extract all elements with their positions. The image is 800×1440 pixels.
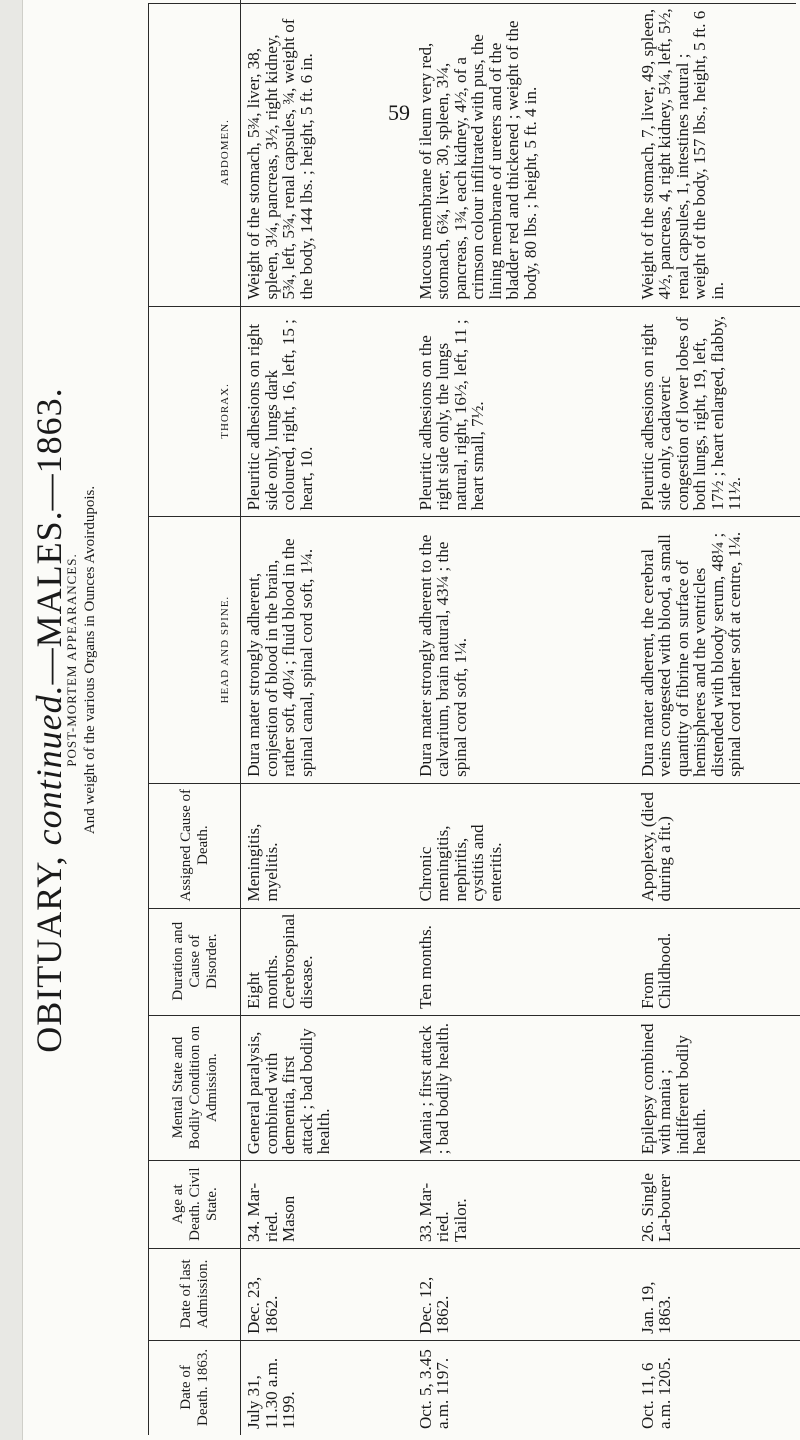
cell-mental-state: Mania ; first attack ; bad bodily health.	[413, 1015, 635, 1160]
page-heading: OBITUARY, continued.—MALES.—1863.	[29, 387, 69, 1053]
cell-duration: Ten months.	[413, 908, 635, 1015]
cell-duration: Eight months. Cerebrospinal disease.	[241, 908, 413, 1015]
cell-date-of-death: Oct. 5, 3.45 a.m. 1197.	[415, 1349, 452, 1429]
col-thorax: THORAX.	[148, 306, 241, 517]
cell-age: 34. Mar-ried. Mason	[241, 1161, 413, 1249]
table-row	[635, 0, 800, 1435]
cell-thorax: Pleuritic adhesions on right side only, cadaveric congestion of lower lobes of both lungs, right, 19, left, 17½ ; heart enlarged, flabby, 11½.	[635, 306, 800, 517]
cell-date-admission: Jan. 19, 1863.	[635, 1249, 800, 1341]
cell-abdomen: Mucous membrane of ileum very red, stomach, 6¾, liver, 30, spleen, 3¼, pancreas, 1¾, each kidney, 4½, of a crimson colour infiltrated with pus, the lining membrane of ureters and of the bladder red and thickened ; weight of the body, 80 lbs. ; height, 5 ft. 4 in.	[413, 0, 635, 306]
col-date-admission: Date of last Admission.	[148, 1249, 241, 1341]
cell-cause: Chronic meningitis, nephritis, cystitis and enteritis.	[413, 783, 635, 908]
col-mental-state: Mental State and Bodily Condition on Admission.	[148, 1015, 241, 1160]
cell-abdomen: Weight of the stomach, 7, liver, 49, spleen, 4½, pancreas, 4, right kidney, 5¼, left, 5½, renal capsules, 1, intestines natural ; weight of the body, 157 lbs., height, 5 ft. 6 in.	[635, 0, 800, 306]
cell-cause: Meningitis, myelitis.	[241, 783, 413, 908]
col-date-of-death: Date of Death. 1863.	[148, 1340, 241, 1435]
col-head-spine: HEAD AND SPINE.	[148, 517, 241, 783]
cell-abdomen: Weight of the stomach, 5¾, liver, 38, spleen, 3¼, pancreas, 3½, right kidney, 5¾, left, 5¾, renal capsules, ¾, weight of the body, 144 lbs. ; height, 5 ft. 6 in.	[241, 0, 413, 306]
col-cause: Assigned Cause of Death.	[148, 783, 241, 908]
cell-mental-state: General paralysis, combined with dementia, first attack ; bad bodily health.	[241, 1015, 413, 1160]
cell-thorax: Pleuritic adhesions on right side only, lungs dark coloured, right, 16, left, 15 ; heart, 10.	[241, 306, 413, 517]
col-abdomen: ABDOMEN.	[148, 0, 241, 306]
cell-date-of-death: July 31, 11.30 a.m. 1199.	[244, 1357, 298, 1429]
table-row	[241, 0, 413, 1435]
post-mortem-subtitle: And weight of the various Organs in Ounces Avoirdupois.	[82, 485, 98, 835]
cell-date-admission: Dec. 23, 1862.	[241, 1249, 413, 1341]
cell-head-spine: Dura mater strongly adherent to the calvarium, brain natural, 43¼ ; the spinal cord soft, 1¼.	[413, 517, 635, 783]
col-duration: Duration and Cause of Disorder.	[148, 908, 241, 1015]
cell-duration: From Childhood.	[635, 908, 800, 1015]
table-row	[413, 0, 635, 1435]
cell-age: 33. Mar-ried. Tailor.	[413, 1161, 635, 1249]
cell-mental-state: Epilepsy combined with mania ; indifferent bodily health.	[635, 1015, 800, 1160]
cell-cause: Apoplexy, (died during a fit.)	[635, 783, 800, 908]
cell-age: 26. Single La-bourer	[635, 1161, 800, 1249]
cell-date-admission: Dec. 12, 1862.	[413, 1249, 635, 1341]
obituary-table	[148, 0, 800, 1435]
cell-head-spine: Dura mater adherent, the cerebral veins congested with blood, a small quantity of fibrine on surface of hemispheres and the ventricles distended with bloody serum, 48¼ ; spinal cord rather soft at centre, 1¼.	[635, 517, 800, 783]
header-row	[148, 0, 241, 1435]
post-mortem-title: POST-MORTEM APPEARANCES.	[64, 553, 79, 767]
cell-date-of-death: Oct. 11, 6 a.m. 1205.	[637, 1357, 674, 1429]
cell-head-spine: Dura mater strongly adherent, conjestion of blood in the brain, rather soft, 40¼ ; fluid blood in the spinal canal, spinal cord soft, 1¼.	[241, 517, 413, 783]
cell-thorax: Pleuritic adhesions on the right side only, the lungs natural, right, 16½, left, 11 ; heart small, 7½.	[413, 306, 635, 517]
page-number: 59	[388, 100, 410, 125]
col-age: Age at Death. Civil State.	[148, 1161, 241, 1249]
